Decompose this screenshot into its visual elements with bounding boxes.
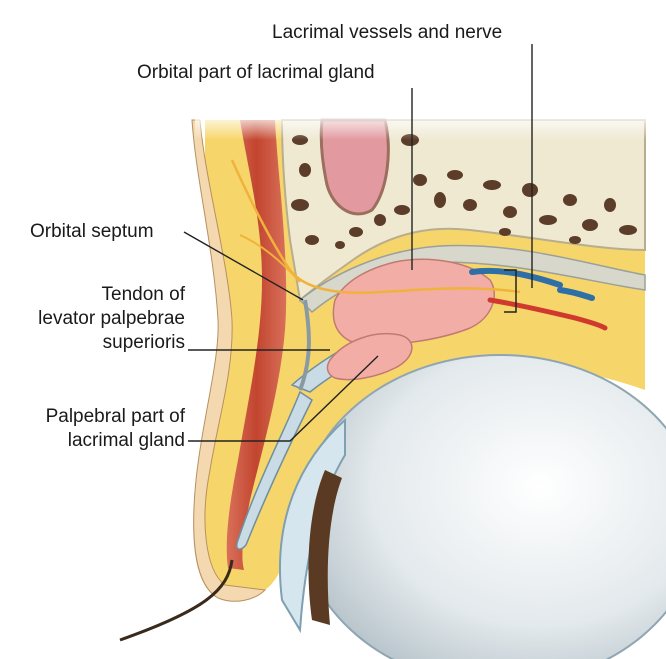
top-fade	[195, 112, 655, 140]
label-orbital-septum: Orbital septum	[30, 221, 154, 242]
label-palpebral-line-2: lacrimal gland	[67, 430, 185, 451]
label-orbital-part: Orbital part of lacrimal gland	[137, 62, 375, 83]
label-tendon-line-2: levator palpebrae	[38, 308, 185, 329]
label-tendon	[10, 283, 185, 355]
label-tendon-line-3: superioris	[102, 332, 185, 353]
label-palpebral-part	[10, 405, 185, 453]
label-lacrimal-vessels: Lacrimal vessels and nerve	[272, 22, 503, 43]
label-tendon-line-1: Tendon of	[101, 284, 185, 305]
label-palpebral-line-1: Palpebral part of	[45, 406, 185, 427]
